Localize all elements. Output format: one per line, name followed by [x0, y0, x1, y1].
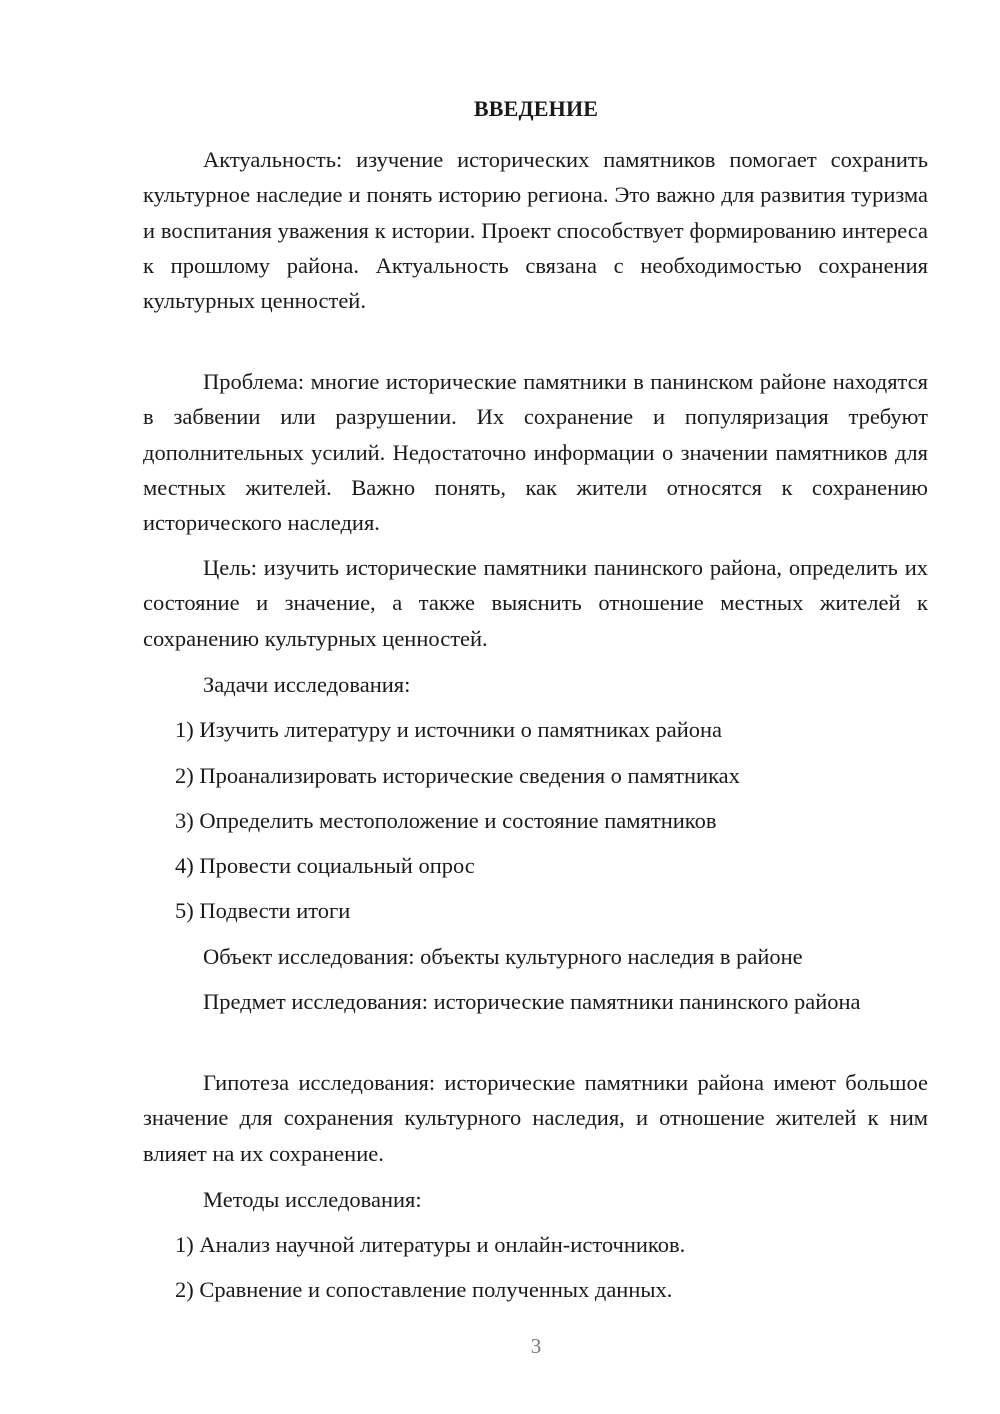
task-item: 5) Подвести итоги	[175, 898, 351, 923]
hypothesis-paragraph: Гипотеза исследования: исторические памятники района имеют большое значение для сохранения культурного наследия, и отношение жителей к ним влияет на их сохранение.	[143, 1070, 928, 1166]
goal-paragraph: Цель: изучить исторические памятники панинского района, определить их состояние и значение, а также выяснить отношение местных жителей к сохранению культурных ценностей.	[143, 555, 928, 651]
task-item: 3) Определить местоположение и состояние памятников	[175, 808, 717, 833]
task-item: 2) Проанализировать исторические сведения о памятниках	[175, 763, 740, 788]
page-title: ВВЕДЕНИЕ	[473, 96, 599, 121]
method-item: 2) Сравнение и сопоставление полученных данных.	[175, 1277, 673, 1302]
subject-paragraph: Предмет исследования: исторические памятники панинского района	[203, 989, 861, 1014]
problem-paragraph: Проблема: многие исторические памятники в панинском районе находятся в забвении или разрушении. Их сохранение и популяризация требуют дополнительных усилий. Недостаточно информации о значении памятников для местных жителей. Важно понять, как жители относятся к сохранению исторического наследия.	[143, 369, 928, 536]
method-item: 1) Анализ научной литературы и онлайн-источников.	[175, 1232, 686, 1257]
tasks-title: Задачи исследования:	[203, 672, 411, 697]
page-number: 3	[530, 1334, 542, 1358]
relevance-paragraph: Актуальность: изучение исторических памятников помогает сохранить культурное наследие и понять историю региона. Это важно для развития туризма и воспитания уважения к истории. Проект способствует формированию интереса к прошлому района. Актуальность связана с необходимостью сохранения культурных ценностей.	[143, 147, 928, 314]
object-paragraph: Объект исследования: объекты культурного наследия в районе	[203, 944, 803, 969]
task-item: 1) Изучить литературу и источники о памятниках района	[175, 717, 723, 742]
task-item: 4) Провести социальный опрос	[175, 853, 475, 878]
methods-title: Методы исследования:	[203, 1187, 422, 1212]
